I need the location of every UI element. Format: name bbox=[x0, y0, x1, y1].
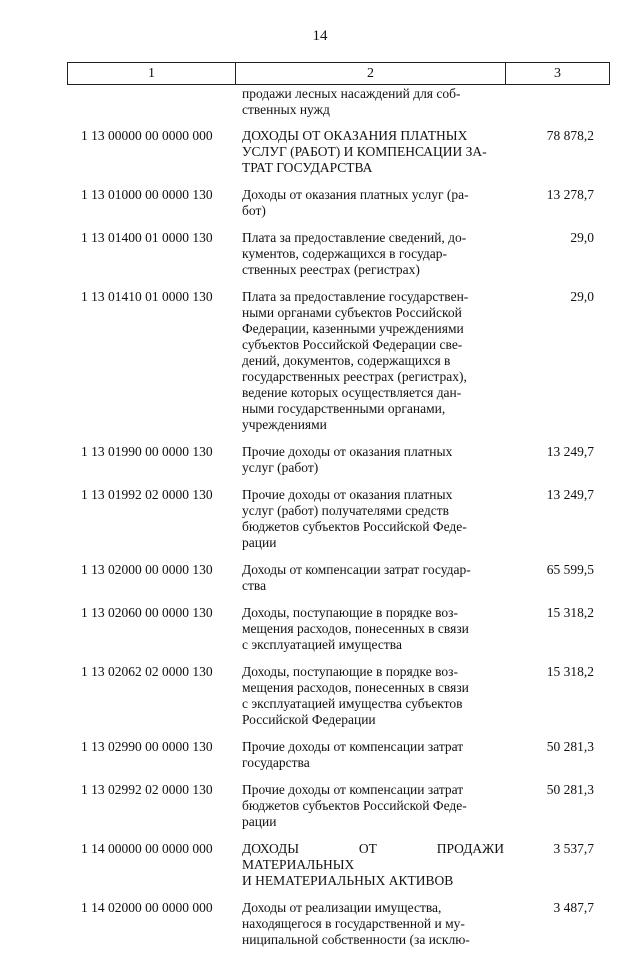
table-row bbox=[67, 230, 606, 278]
row-code: 1 13 02992 02 0000 130 bbox=[81, 782, 213, 797]
table-row bbox=[67, 86, 606, 118]
header-col-code: 1 bbox=[68, 63, 236, 85]
row-amount: 15 318,2 bbox=[546, 605, 594, 620]
page-number: 14 bbox=[312, 28, 328, 44]
row-name: продажи лесных насаждений для соб- ственных нужд bbox=[242, 86, 461, 117]
table-row bbox=[67, 187, 606, 219]
table-row bbox=[67, 782, 606, 830]
row-name: ДОХОДЫ ОТ ПРОДАЖИ МАТЕРИАЛЬНЫХ И НЕМАТЕРИАЛЬНЫХ АКТИВОВ bbox=[242, 841, 504, 888]
row-name: Прочие доходы от оказания платных услуг (работ) bbox=[242, 444, 453, 475]
row-code: 1 13 02990 00 0000 130 bbox=[81, 739, 213, 754]
row-code: 1 14 00000 00 0000 000 bbox=[81, 841, 213, 856]
row-amount: 13 278,7 bbox=[546, 187, 594, 202]
row-amount: 29,0 bbox=[570, 289, 594, 304]
row-code: 1 13 02062 02 0000 130 bbox=[81, 664, 213, 679]
row-amount: 78 878,2 bbox=[546, 128, 594, 143]
table-header bbox=[67, 62, 610, 85]
row-code: 1 13 01990 00 0000 130 bbox=[81, 444, 213, 459]
table-row bbox=[67, 841, 606, 889]
table-row bbox=[67, 664, 606, 728]
row-name: Плата за предоставление государствен- ными органами субъектов Российской Федерации, казенными учреждениями субъектов Российской Федерации све- дений, документов, содержащихся в государственных реестрах (регистрах), ведение которых осуществляется дан- ными государственными органами, учреждениями bbox=[242, 289, 469, 432]
table-row bbox=[67, 739, 606, 771]
table-row bbox=[67, 487, 606, 551]
row-code: 1 13 02060 00 0000 130 bbox=[81, 605, 213, 620]
header-row bbox=[68, 63, 610, 85]
row-amount: 13 249,7 bbox=[546, 487, 594, 502]
table-row bbox=[67, 605, 606, 653]
row-code: 1 13 02000 00 0000 130 bbox=[81, 562, 213, 577]
row-code: 1 13 00000 00 0000 000 bbox=[81, 128, 213, 143]
row-name: ДОХОДЫ ОТ ОКАЗАНИЯ ПЛАТНЫХ УСЛУГ (РАБОТ) И КОМПЕНСАЦИИ ЗА- ТРАТ ГОСУДАРСТВА bbox=[242, 128, 487, 175]
table-row bbox=[67, 289, 606, 433]
row-name: Доходы от реализации имущества, находящегося в государственной и му- ниципальной собственности (за исклю- bbox=[242, 900, 470, 947]
row-code: 1 13 01410 01 0000 130 bbox=[81, 289, 213, 304]
row-name: Доходы, поступающие в порядке воз- мещения расходов, понесенных в связи с эксплуатацией имущества bbox=[242, 605, 469, 652]
row-code: 1 13 01000 00 0000 130 bbox=[81, 187, 213, 202]
row-amount: 50 281,3 bbox=[546, 782, 594, 797]
row-name: Доходы, поступающие в порядке воз- мещения расходов, понесенных в связи с эксплуатацией имущества субъектов Российской Федерации bbox=[242, 664, 469, 727]
row-name: Доходы от компенсации затрат государ- ства bbox=[242, 562, 471, 593]
row-amount: 3 537,7 bbox=[553, 841, 594, 856]
header-col-name: 2 bbox=[236, 63, 506, 85]
table-row bbox=[67, 900, 606, 948]
row-amount: 50 281,3 bbox=[546, 739, 594, 754]
row-amount: 13 249,7 bbox=[546, 444, 594, 459]
table-body bbox=[67, 86, 606, 959]
row-amount: 3 487,7 bbox=[553, 900, 594, 915]
row-amount: 15 318,2 bbox=[546, 664, 594, 679]
row-name: Прочие доходы от компенсации затрат государства bbox=[242, 739, 464, 770]
header-col-amount: 3 bbox=[506, 63, 610, 85]
row-name: Плата за предоставление сведений, до- кументов, содержащихся в государ- ственных реестрах (регистрах) bbox=[242, 230, 467, 277]
row-code: 1 13 01400 01 0000 130 bbox=[81, 230, 213, 245]
row-name: Прочие доходы от оказания платных услуг (работ) получателями средств бюджетов субъектов Российской Феде- рации bbox=[242, 487, 467, 550]
table-row bbox=[67, 444, 606, 476]
row-name: Прочие доходы от компенсации затрат бюджетов субъектов Российской Феде- рации bbox=[242, 782, 467, 829]
row-amount: 29,0 bbox=[570, 230, 594, 245]
table-row bbox=[67, 562, 606, 594]
row-code: 1 13 01992 02 0000 130 bbox=[81, 487, 213, 502]
row-name: Доходы от оказания платных услуг (ра- бот) bbox=[242, 187, 469, 218]
table-row bbox=[67, 128, 606, 176]
row-code: 1 14 02000 00 0000 000 bbox=[81, 900, 213, 915]
row-amount: 65 599,5 bbox=[546, 562, 594, 577]
